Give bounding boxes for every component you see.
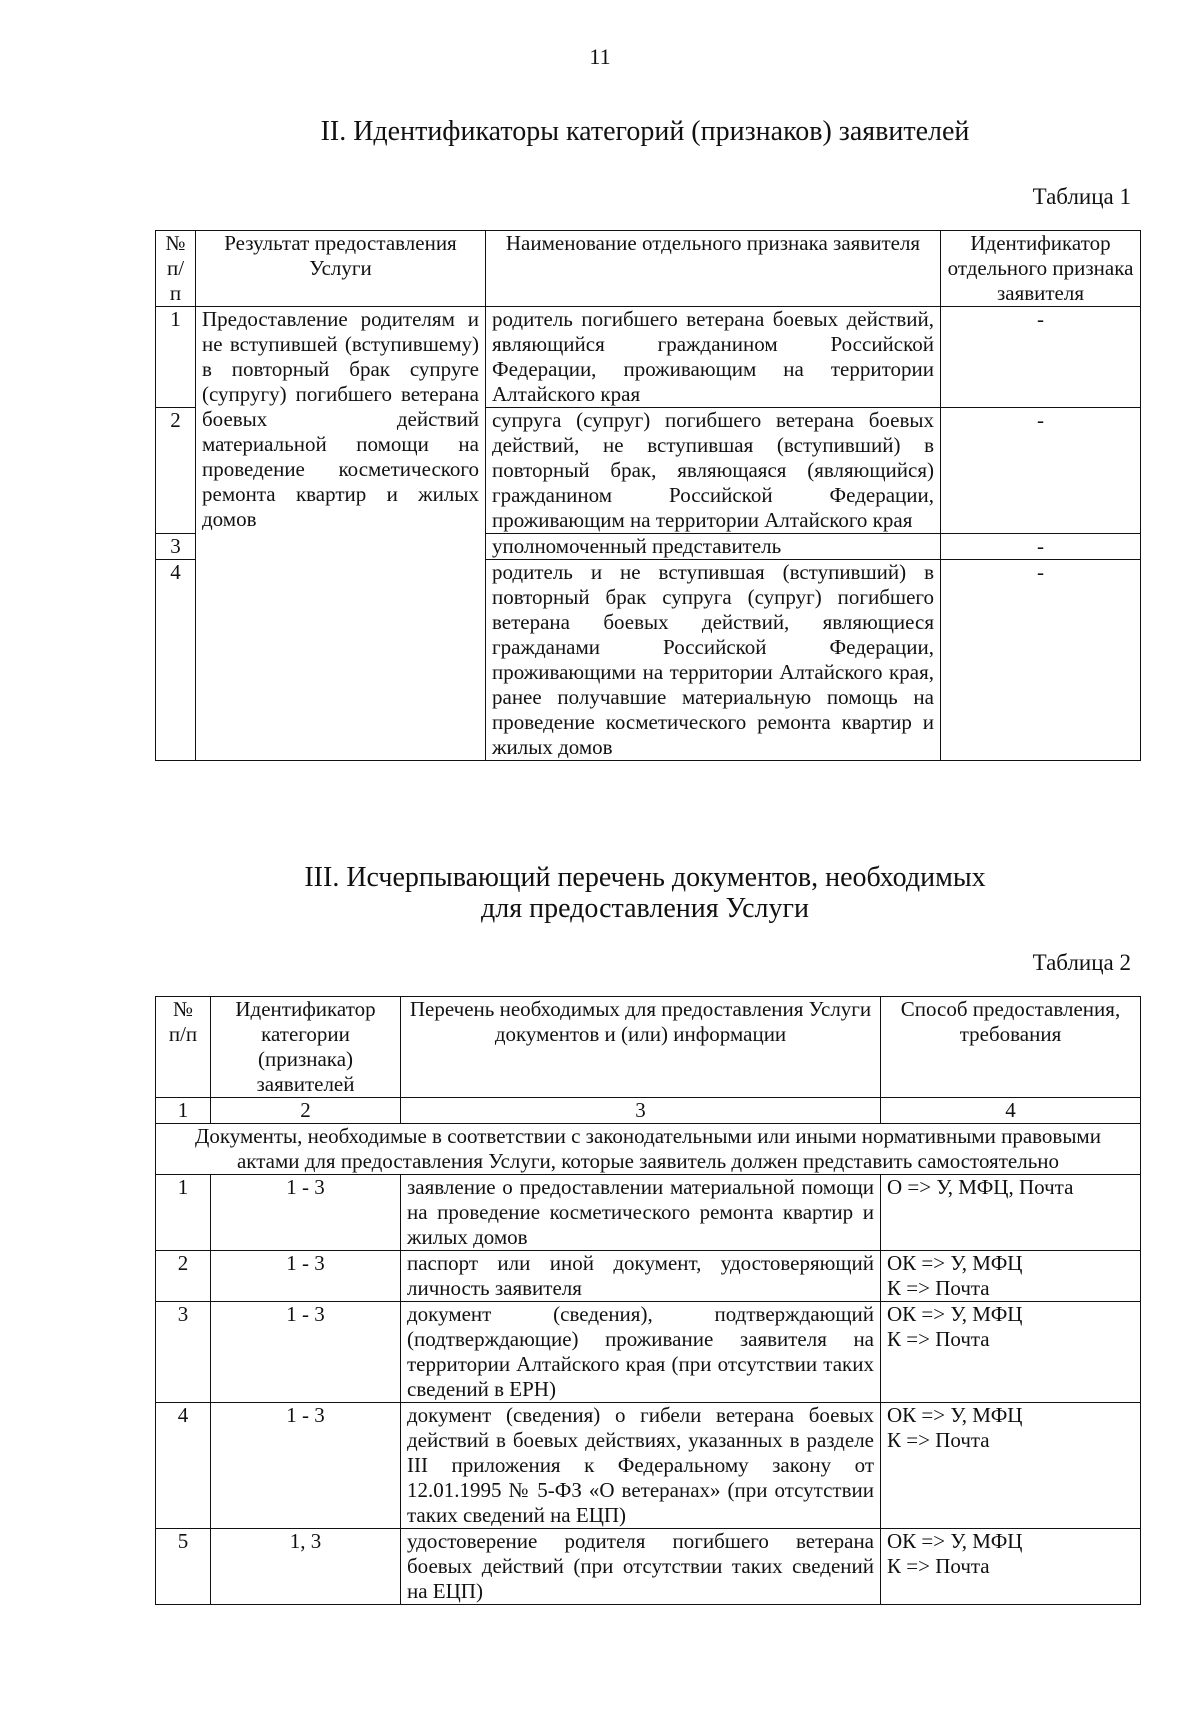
row-number: 1 [156, 307, 196, 408]
applicant-attribute-name: родитель и не вступившая (вступивший) в повторный брак супруга (супруг) погибшего ветерана боевых действий, являющиеся гражданами Российской Федерации, проживающими на территории Алтайского края, ранее получавшие материальную помощь на проведение косметического ремонта квартир и жилых домов [486, 560, 941, 761]
row-number: 3 [156, 534, 196, 560]
applicant-attribute-id: - [941, 534, 1141, 560]
submission-method-line-2: К => Почта [887, 1276, 990, 1300]
section-3-title [150, 862, 1140, 924]
applicant-attribute-name: супруга (супруг) погибшего ветерана боевых действий, не вступившая (вступивший) в повторный брак, являющаяся (являющийся) гражданином Российской Федерации, проживающим на территории Алтайского края [486, 408, 941, 534]
table-1-header-result: Результат предоставления Услуги [196, 231, 486, 307]
document-description: заявление о предоставлении материальной помощи на проведение косметического ремонта квартир и жилых домов [401, 1175, 881, 1251]
submission-method-line-1: ОК => У, МФЦ [887, 1251, 1023, 1275]
table-2-header-category: Идентификатор категории (признака) заявителей [211, 997, 401, 1098]
document-description: документ (сведения), подтверждающий (подтверждающие) проживание заявителя на территории Алтайского края (при отсутствии таких сведений в ЕРН) [401, 1302, 881, 1403]
submission-method-line-2: К => Почта [887, 1428, 990, 1452]
group-header: Документы, необходимые в соответствии с законодательными или иными нормативными правовыми актами для предоставления Услуги, которые заявитель должен представить самостоятельно [156, 1124, 1141, 1175]
table-2-header-method: Способ предоставления, требования [881, 997, 1141, 1098]
section-3-title-line-1: III. Исчерпывающий перечень документов, необходимых [304, 862, 986, 893]
table-1-label: Таблица 1 [1032, 184, 1131, 209]
category-id: 1 - 3 [211, 1251, 401, 1302]
column-number: 1 [156, 1098, 211, 1124]
page-number: 11 [589, 44, 611, 69]
applicant-attribute-name: уполномоченный представитель [486, 534, 941, 560]
category-id: 1, 3 [211, 1529, 401, 1605]
applicant-attribute-id: - [941, 307, 1141, 408]
column-number: 2 [211, 1098, 401, 1124]
submission-method [881, 1302, 1141, 1403]
table-1-header-row [156, 231, 1141, 307]
category-id: 1 - 3 [211, 1302, 401, 1403]
row-number: 4 [156, 1403, 211, 1529]
submission-method-line-2: К => Почта [887, 1554, 990, 1578]
table-2 [155, 996, 1141, 1605]
row-number: 2 [156, 1251, 211, 1302]
submission-method [881, 1403, 1141, 1529]
category-id: 1 - 3 [211, 1175, 401, 1251]
submission-method-line-1: О => У, МФЦ, Почта [887, 1175, 1074, 1199]
row-number: 5 [156, 1529, 211, 1605]
table-row [156, 307, 1141, 408]
table-1-header-number: № п/п [156, 231, 196, 307]
submission-method [881, 1529, 1141, 1605]
submission-method-line-1: ОК => У, МФЦ [887, 1403, 1023, 1427]
submission-method [881, 1175, 1141, 1251]
section-3-title-line-2: для предоставления Услуги [481, 893, 809, 924]
column-number: 4 [881, 1098, 1141, 1124]
table-2-label: Таблица 2 [1032, 950, 1131, 975]
section-2-title: II. Идентификаторы категорий (признаков) заявителей [320, 116, 970, 147]
table-2-group-header-row [156, 1124, 1141, 1175]
result-cell: Предоставление родителям и не вступившей (вступившему) в повторный брак супруге (супругу) погибшего ветерана боевых действий материальной помощи на проведение косметического ремонта квартир и жилых домов [196, 307, 486, 761]
table-2-header-number: № п/п [156, 997, 211, 1098]
row-number: 2 [156, 408, 196, 534]
table-row [156, 1403, 1141, 1529]
row-number: 4 [156, 560, 196, 761]
document-description: документ (сведения) о гибели ветерана боевых действий в боевых действиях, указанных в разделе III приложения к Федеральному закону от 12.01.1995 № 5-ФЗ «О ветеранах» (при отсутствии таких сведений на ЕЦП) [401, 1403, 881, 1529]
submission-method-line-1: ОК => У, МФЦ [887, 1529, 1023, 1553]
applicant-attribute-id: - [941, 408, 1141, 534]
document-description: удостоверение родителя погибшего ветерана боевых действий (при отсутствии таких сведений на ЕЦП) [401, 1529, 881, 1605]
table-row [156, 1175, 1141, 1251]
row-number: 3 [156, 1302, 211, 1403]
table-2-column-numbers [156, 1098, 1141, 1124]
table-2-header-documents: Перечень необходимых для предоставления Услуги документов и (или) информации [401, 997, 881, 1098]
submission-method-line-1: ОК => У, МФЦ [887, 1302, 1023, 1326]
table-row [156, 1302, 1141, 1403]
table-row [156, 1251, 1141, 1302]
applicant-attribute-name: родитель погибшего ветерана боевых действий, являющийся гражданином Российской Федерации, проживающим на территории Алтайского края [486, 307, 941, 408]
row-number: 1 [156, 1175, 211, 1251]
column-number: 3 [401, 1098, 881, 1124]
table-1-header-identifier: Идентификатор отдельного признака заявителя [941, 231, 1141, 307]
table-2-header-row [156, 997, 1141, 1098]
table-1 [155, 230, 1141, 761]
category-id: 1 - 3 [211, 1403, 401, 1529]
document-description: паспорт или иной документ, удостоверяющий личность заявителя [401, 1251, 881, 1302]
table-row [156, 1529, 1141, 1605]
submission-method [881, 1251, 1141, 1302]
submission-method-line-2: К => Почта [887, 1327, 990, 1351]
table-1-header-name: Наименование отдельного признака заявителя [486, 231, 941, 307]
applicant-attribute-id: - [941, 560, 1141, 761]
